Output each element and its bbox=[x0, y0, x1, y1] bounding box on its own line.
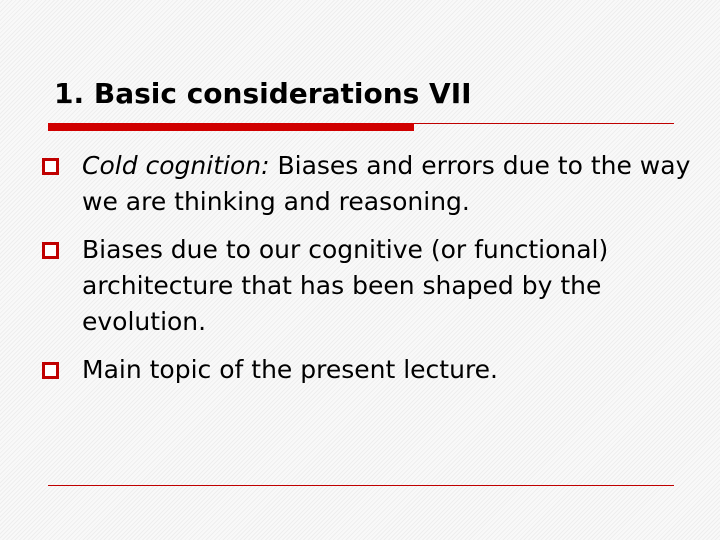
hollow-square-bullet-icon bbox=[42, 158, 59, 175]
bullet-item-cold-cognition bbox=[42, 148, 692, 220]
bullet-item-main-topic bbox=[42, 352, 692, 388]
footer-rule bbox=[48, 485, 674, 486]
slide-title: 1. Basic considerations VII bbox=[54, 77, 472, 110]
bullet-item-cognitive-architecture bbox=[42, 232, 692, 340]
bullet-text: Main topic of the present lecture. bbox=[82, 355, 499, 384]
hollow-square-bullet-icon bbox=[42, 362, 59, 379]
title-underline-accent bbox=[48, 123, 414, 131]
bullet-list bbox=[42, 148, 692, 400]
bullet-emphasis: Cold cognition: bbox=[82, 151, 270, 180]
bullet-text: Biases and errors due to the way we are thinking and reasoning. bbox=[82, 151, 691, 216]
bullet-text: Biases due to our cognitive (or functional) architecture that has been shaped by the evolution. bbox=[82, 235, 609, 336]
hollow-square-bullet-icon bbox=[42, 242, 59, 259]
